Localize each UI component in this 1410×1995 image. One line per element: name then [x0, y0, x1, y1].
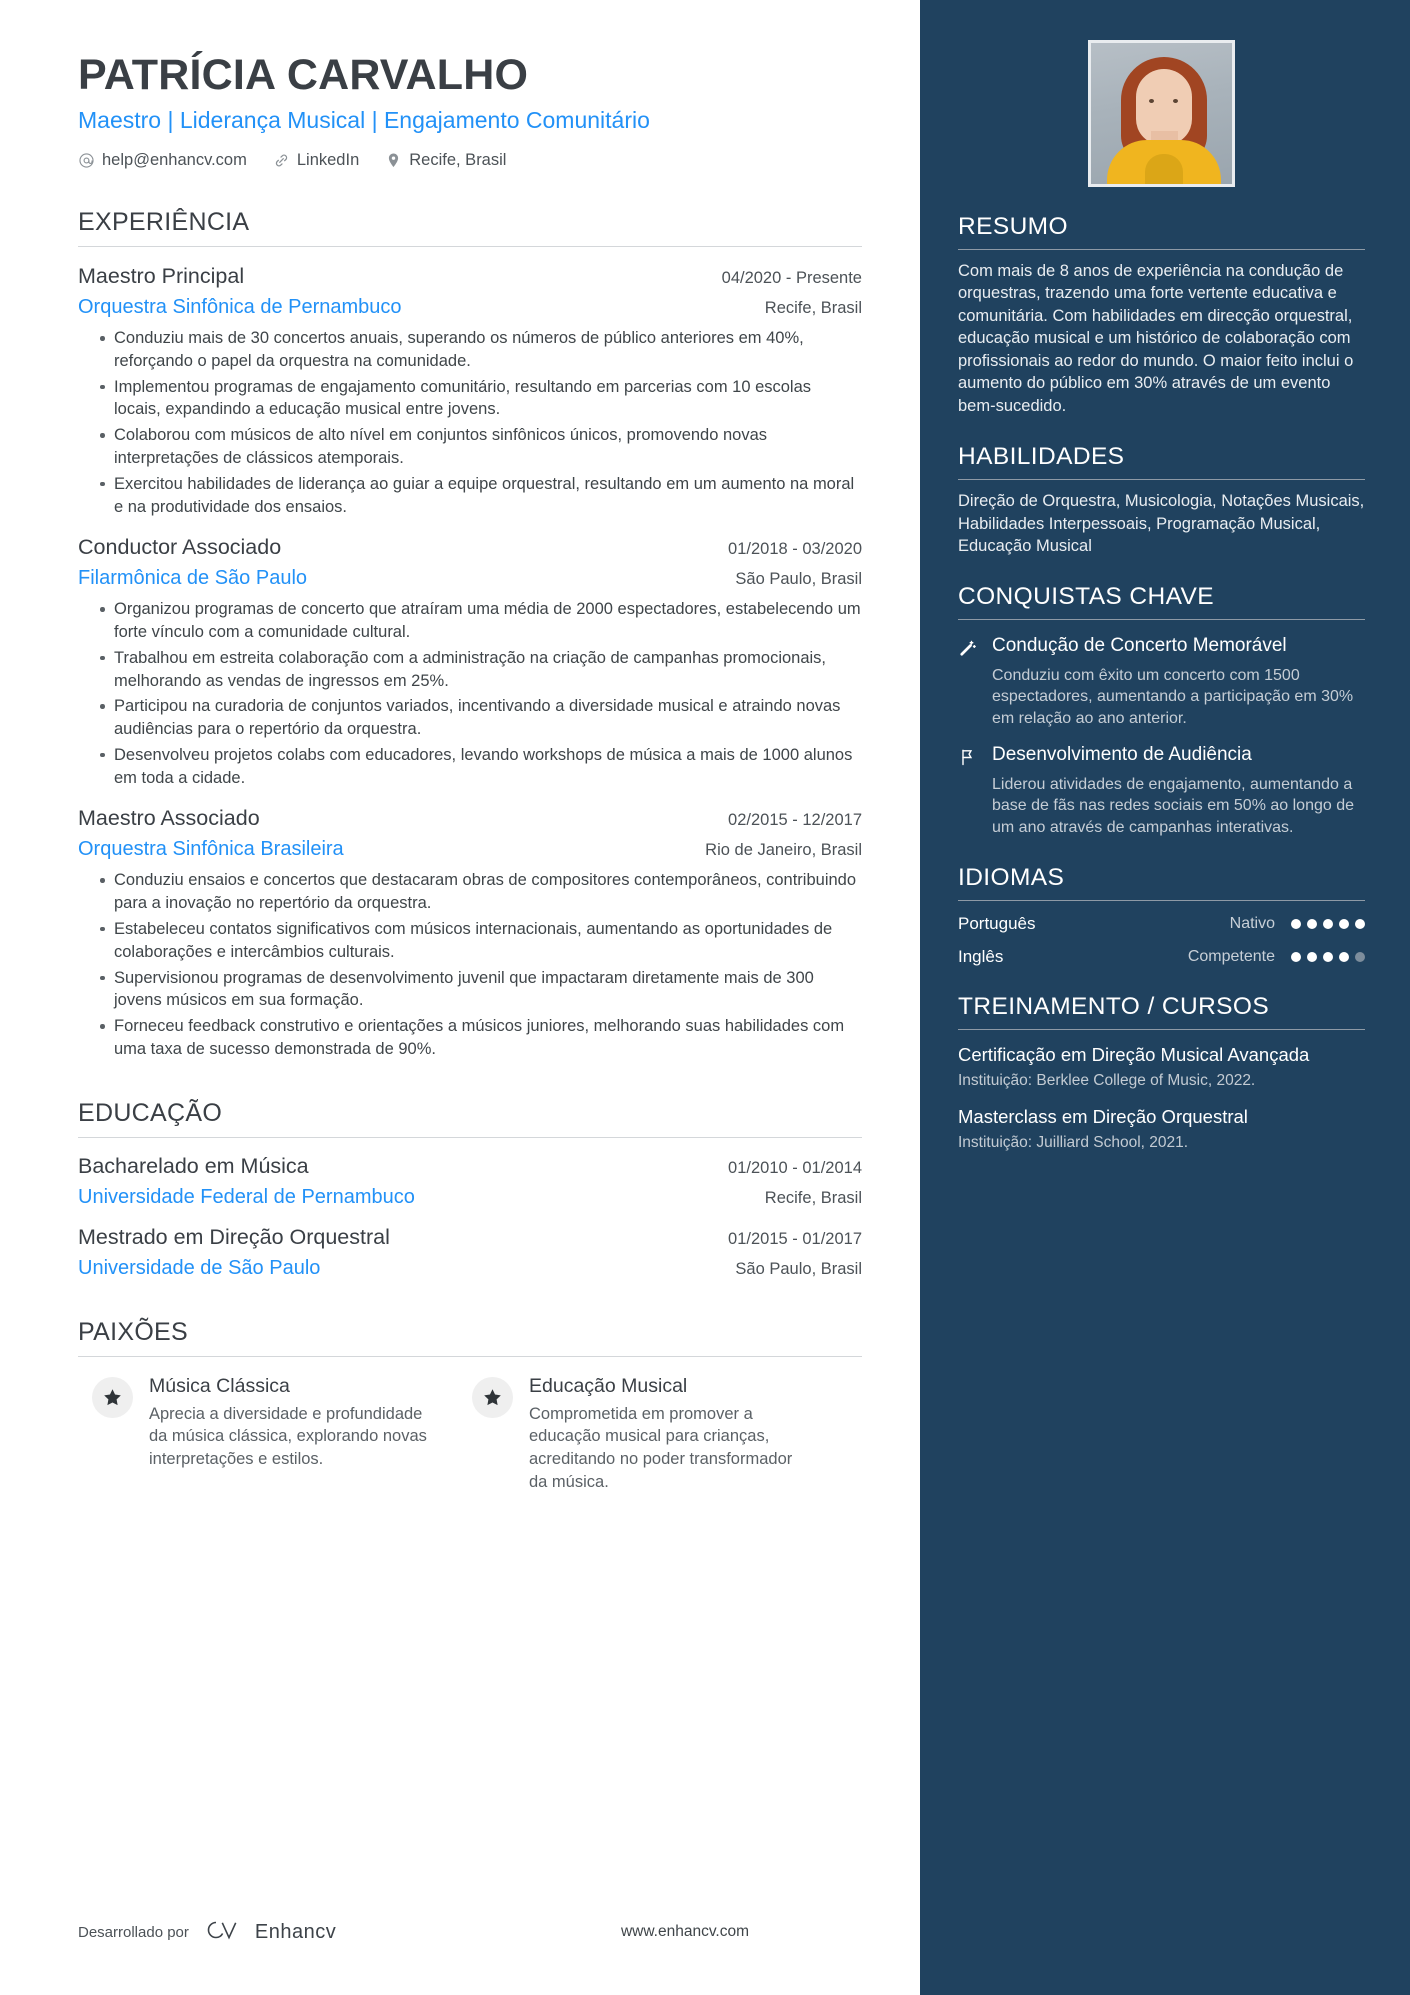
profile-photo: [1088, 40, 1235, 187]
job-title: Maestro Associado: [78, 806, 260, 831]
star-icon: [92, 1377, 133, 1418]
passion-description: Comprometida em promover a educação musical para crianças, acreditando no poder transformador da música.: [529, 1404, 793, 1491]
language-rating: [1291, 952, 1365, 962]
headline: Maestro | Liderança Musical | Engajamento Comunitário: [78, 107, 650, 134]
language-level: Nativo: [1229, 915, 1275, 933]
job-bullets: [78, 598, 862, 789]
footer-url[interactable]: www.enhancv.com: [620, 1923, 750, 1940]
bullet: Supervisionou programas de desenvolvimento juvenil que impactaram diretamente mais de 300 jovens músicos em sua formação.: [100, 967, 862, 1013]
rating-dot: [1339, 919, 1349, 929]
passion-item: [92, 1375, 432, 1494]
skills-text: Direção de Orquestra, Musicologia, Notações Musicais, Habilidades Interpessoais, Programação Musical, Educação Musical: [958, 492, 1365, 555]
link-icon: [273, 152, 290, 169]
achievements-section: [958, 583, 1365, 838]
experience-entry: [78, 806, 862, 1060]
bullet: Exercitou habilidades de liderança ao guiar a equipe orquestral, resultando em um aumento na moral e na produtividade dos ensaios.: [100, 473, 862, 519]
divider: [958, 249, 1365, 250]
training-detail: Instituição: Juilliard School, 2021.: [958, 1133, 1189, 1151]
contact-location: [385, 151, 506, 170]
bullet: Colaborou com músicos de alto nível em conjuntos sinfônicos únicos, promovendo novas interpretações de clássicos atemporais.: [100, 424, 862, 470]
divider: [78, 246, 862, 247]
photo-eye-left: [1149, 99, 1154, 103]
language-item: [958, 947, 1365, 967]
sidebar: [920, 0, 1410, 1995]
at-icon: [78, 152, 95, 169]
passions-section: [78, 1318, 862, 1494]
job-location: Recife, Brasil: [764, 299, 862, 318]
education-entry: [78, 1225, 862, 1280]
star-icon: [472, 1377, 513, 1418]
divider: [958, 1029, 1365, 1030]
divider: [958, 479, 1365, 480]
language-rating: [1291, 919, 1365, 929]
summary-text: Com mais de 8 anos de experiência na condução de orquestras, trazendo uma forte vertente educativa e comunitária. Com habilidades em direcção orquestral, educação musical e um histórico de colaboração com profissionais ao redor do mundo. O maior feito inclui o aumento do público em 30% através de um evento bem-sucedido.: [958, 262, 1354, 415]
job-dates: 02/2015 - 12/2017: [728, 811, 862, 830]
bullet: Desenvolveu projetos colabs com educadores, levando workshops de música a mais de 1000 alunos em toda a cidade.: [100, 744, 862, 790]
rating-dot: [1355, 919, 1365, 929]
job-company[interactable]: Orquestra Sinfônica Brasileira: [78, 838, 344, 861]
contact-linkedin-label: LinkedIn: [296, 151, 360, 170]
divider: [958, 619, 1365, 620]
bullet: Estabeleceu contatos significativos com músicos internacionais, aumentando as oportunidades de colaborações e intercâmbios culturais.: [100, 918, 862, 964]
divider: [78, 1356, 862, 1357]
job-location: São Paulo, Brasil: [735, 570, 862, 589]
achievement-item: [958, 634, 1365, 729]
contact-email[interactable]: [78, 151, 247, 170]
flag-icon: [958, 743, 980, 838]
footer-credit: [78, 1917, 336, 1947]
rating-dot: [1307, 952, 1317, 962]
bullet: Trabalhou em estreita colaboração com a administração na criação de campanhas promocionais, melhorando as vendas de ingressos em 25%.: [100, 647, 862, 693]
degree-title: Bacharelado em Música: [78, 1153, 309, 1178]
passions-list: [78, 1375, 862, 1494]
location-pin-icon: [385, 152, 402, 169]
experience-section: [78, 208, 862, 1060]
skills-section: [958, 443, 1365, 557]
job-title: Maestro Principal: [78, 264, 245, 289]
bullet: Participou na curadoria de conjuntos variados, incentivando a diversidade musical e atraindo novas audiências para o repertório da orquestra.: [100, 695, 862, 741]
job-title: Conductor Associado: [78, 535, 282, 560]
training-name: Certificação em Direção Musical Avançada: [958, 1044, 1310, 1066]
passions-title: PAIXÕES: [78, 1317, 189, 1346]
footer: [78, 1917, 862, 1947]
rating-dot: [1323, 952, 1333, 962]
school-location: Recife, Brasil: [764, 1188, 862, 1207]
degree-dates: 01/2015 - 01/2017: [728, 1229, 862, 1248]
divider: [78, 1137, 862, 1138]
bullet: Forneceu feedback construtivo e orientações a músicos juniores, melhorando suas habilidades com uma taxa de sucesso demonstrada de 90%.: [100, 1015, 862, 1061]
language-name: Português: [958, 914, 1036, 934]
school-name[interactable]: Universidade Federal de Pernambuco: [78, 1185, 415, 1208]
contact-location-label: Recife, Brasil: [409, 151, 507, 170]
skills-title: HABILIDADES: [958, 443, 1125, 471]
job-dates: 01/2018 - 03/2020: [728, 540, 862, 559]
passion-item: [472, 1375, 812, 1494]
languages-title: IDIOMAS: [958, 864, 1065, 892]
bullet: Conduziu ensaios e concertos que destacaram obras de compositores contemporâneos, contribuindo para a inovação no repertório da orquestra.: [100, 869, 862, 915]
training-item: [958, 1044, 1365, 1091]
education-section: [78, 1099, 862, 1280]
summary-title: RESUMO: [958, 213, 1068, 240]
magic-wand-icon: [958, 634, 980, 729]
summary-section: [958, 213, 1365, 417]
rating-dot: [1323, 919, 1333, 929]
school-location: São Paulo, Brasil: [735, 1259, 862, 1278]
achievement-description: Liderou atividades de engajamento, aumentando a base de fãs nas redes sociais em 50% ao longo de um ano através de campanhas interativas.: [992, 775, 1355, 836]
rating-dot: [1291, 919, 1301, 929]
experience-entry: [78, 264, 862, 518]
language-item: [958, 914, 1365, 934]
rating-dot: [1307, 919, 1317, 929]
rating-dot: [1339, 952, 1349, 962]
job-bullets: [78, 869, 862, 1060]
avatar: [958, 28, 1365, 187]
contact-email-label: help@enhancv.com: [102, 151, 247, 170]
achievements-title: CONQUISTAS CHAVE: [958, 583, 1214, 611]
training-name: Masterclass em Direção Orquestral: [958, 1105, 1248, 1127]
achievement-title: Condução de Concerto Memorável: [992, 635, 1287, 657]
experience-title: EXPERIÊNCIA: [78, 208, 250, 237]
bullet: Organizou programas de concerto que atraíram uma média de 2000 espectadores, estabelecendo um forte vínculo com a comunidade cultural.: [100, 598, 862, 644]
passion-description: Aprecia a diversidade e profundidade da música clássica, explorando novas interpretações e estilos.: [149, 1404, 427, 1469]
contact-linkedin[interactable]: [273, 151, 359, 170]
passion-title: Música Clássica: [149, 1374, 290, 1397]
job-company[interactable]: Filarmônica de São Paulo: [78, 567, 308, 590]
rating-dot: [1291, 952, 1301, 962]
photo-eye-right: [1173, 99, 1178, 103]
job-bullets: [78, 327, 862, 518]
footer-credit-label: Desarrollado por: [78, 1923, 189, 1941]
achievement-item: [958, 743, 1365, 838]
school-name[interactable]: Universidade de São Paulo: [78, 1256, 321, 1279]
page-title: PATRÍCIA CARVALHO: [78, 51, 529, 99]
degree-title: Mestrado em Direção Orquestral: [78, 1224, 390, 1249]
education-title: EDUCAÇÃO: [78, 1098, 223, 1127]
language-level: Competente: [1187, 948, 1275, 966]
divider: [958, 900, 1365, 901]
enhancv-logo-icon: [200, 1917, 244, 1947]
education-entry: [78, 1154, 862, 1209]
training-section: [958, 993, 1365, 1153]
training-item: [958, 1106, 1365, 1153]
job-company[interactable]: Orquestra Sinfônica de Pernambuco: [78, 296, 402, 319]
achievement-description: Conduziu com êxito um concerto com 1500 espectadores, aumentando a participação em 30% em relação ao ano anterior.: [992, 666, 1354, 727]
training-detail: Instituição: Berklee College of Music, 2022.: [958, 1072, 1256, 1090]
languages-section: [958, 864, 1365, 967]
contact-row: [78, 151, 862, 170]
degree-dates: 01/2010 - 01/2014: [728, 1158, 862, 1177]
photo-collar: [1145, 154, 1183, 184]
footer-brand: Enhancv: [254, 1920, 337, 1943]
bullet: Conduziu mais de 30 concertos anuais, superando os números de público anteriores em 40%, reforçando o papel da orquestra na comunidade.: [100, 327, 862, 373]
job-location: Rio de Janeiro, Brasil: [705, 841, 862, 860]
achievement-title: Desenvolvimento de Audiência: [992, 744, 1252, 766]
bullet: Implementou programas de engajamento comunitário, resultando em parcerias com 10 escolas locais, expandindo a educação musical entre jovens.: [100, 376, 862, 422]
job-dates: 04/2020 - Presente: [721, 269, 862, 288]
experience-entry: [78, 535, 862, 789]
language-name: Inglês: [958, 947, 1004, 967]
passion-title: Educação Musical: [529, 1374, 688, 1397]
rating-dot-empty: [1355, 952, 1365, 962]
training-title: TREINAMENTO / CURSOS: [958, 993, 1270, 1021]
